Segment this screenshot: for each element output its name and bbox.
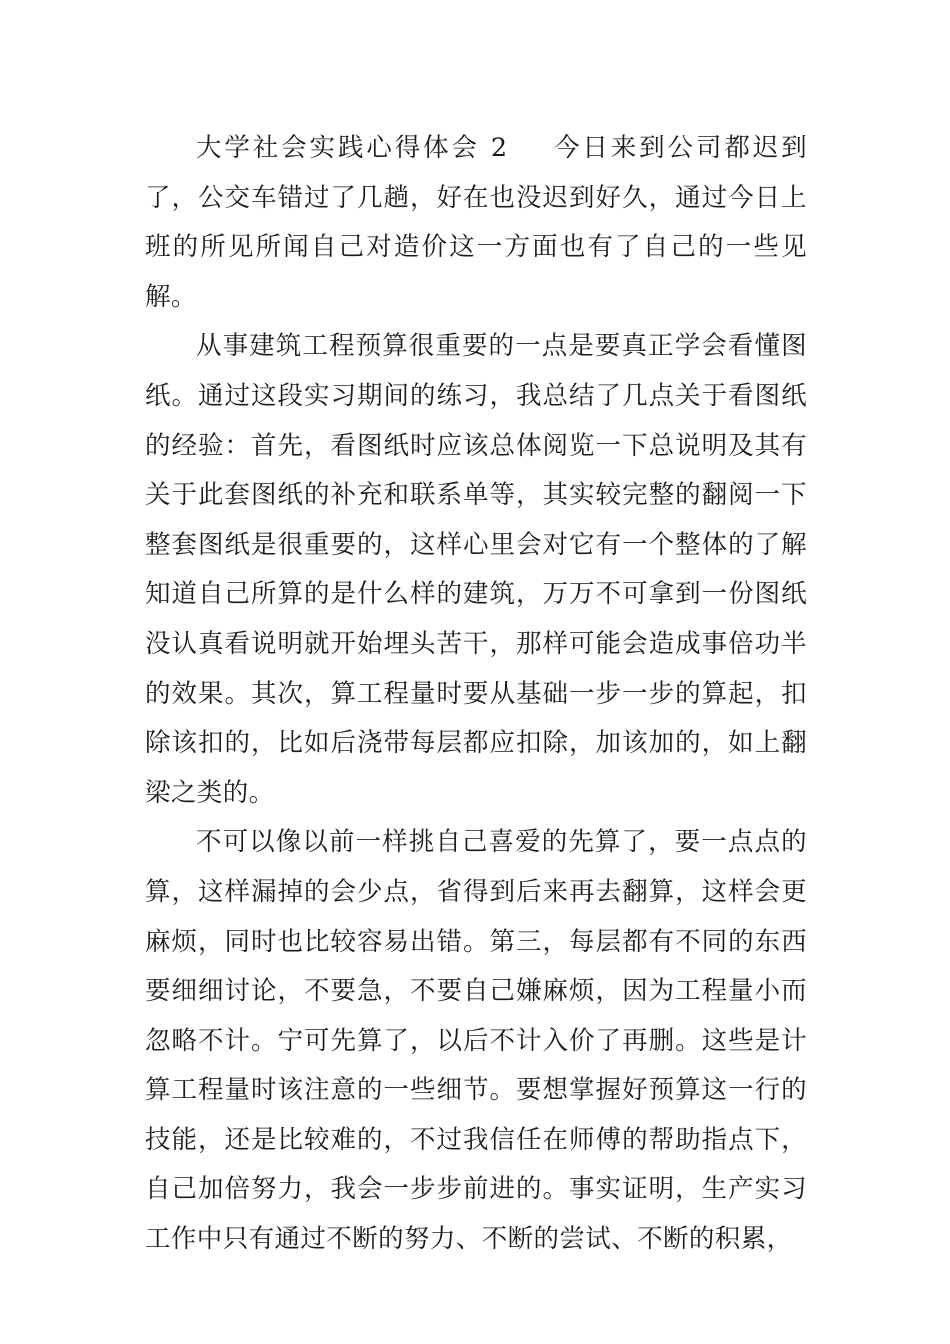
document-heading: 大学社会实践心得体会 2 <box>196 133 508 163</box>
paragraph-reading-drawings: 从事建筑工程预算很重要的一点是要真正学会看懂图纸。通过这段实习期间的练习，我总结了几点关于看图纸的经验：首先，看图纸时应该总体阅览一下总说明及其有关于此套图纸的补充和联系单等，其实较完整的翻阅一下整套图纸是很重要的，这样心里会对它有一个整体的了解知道自己所算的是什么样的建筑，万万不可拿到一份图纸没认真看说明就开始埋头苦干，那样可能会造成事倍功半的效果。其次，算工程量时要从基础一步一步的算起，扣除该扣的，比如后浇带每层都应扣除，加该加的，如上翻梁之类的。 <box>145 331 807 808</box>
paragraph-intro <box>145 124 807 322</box>
paragraph-calculation-details: 不可以像以前一样挑自己喜爱的先算了，要一点点的算，这样漏掉的会少点，省得到后来再去翻算，这样会更麻烦，同时也比较容易出错。第三，每层都有不同的东西要细细讨论，不要急，不要自己嫌麻烦，因为工程量小而忽略不计。宁可先算了，以后不计入价了再删。这些是计算工程量时该注意的一些细节。要想掌握好预算这一行的技能，还是比较难的，不过我信任在师傅的帮助指点下，自己加倍努力，我会一步步前进的。事实证明，生产实习工作中只有通过不断的努力、不断的尝试、不断的积累， <box>145 827 807 1255</box>
document-body <box>145 124 807 1265</box>
paragraph-text: 今日来到公司都迟到了，公交车错过了几趟，好在也没迟到好久，通过今日上班的所见所闻自己对造价这一方面也有了自己的一些见解。 <box>145 133 807 312</box>
